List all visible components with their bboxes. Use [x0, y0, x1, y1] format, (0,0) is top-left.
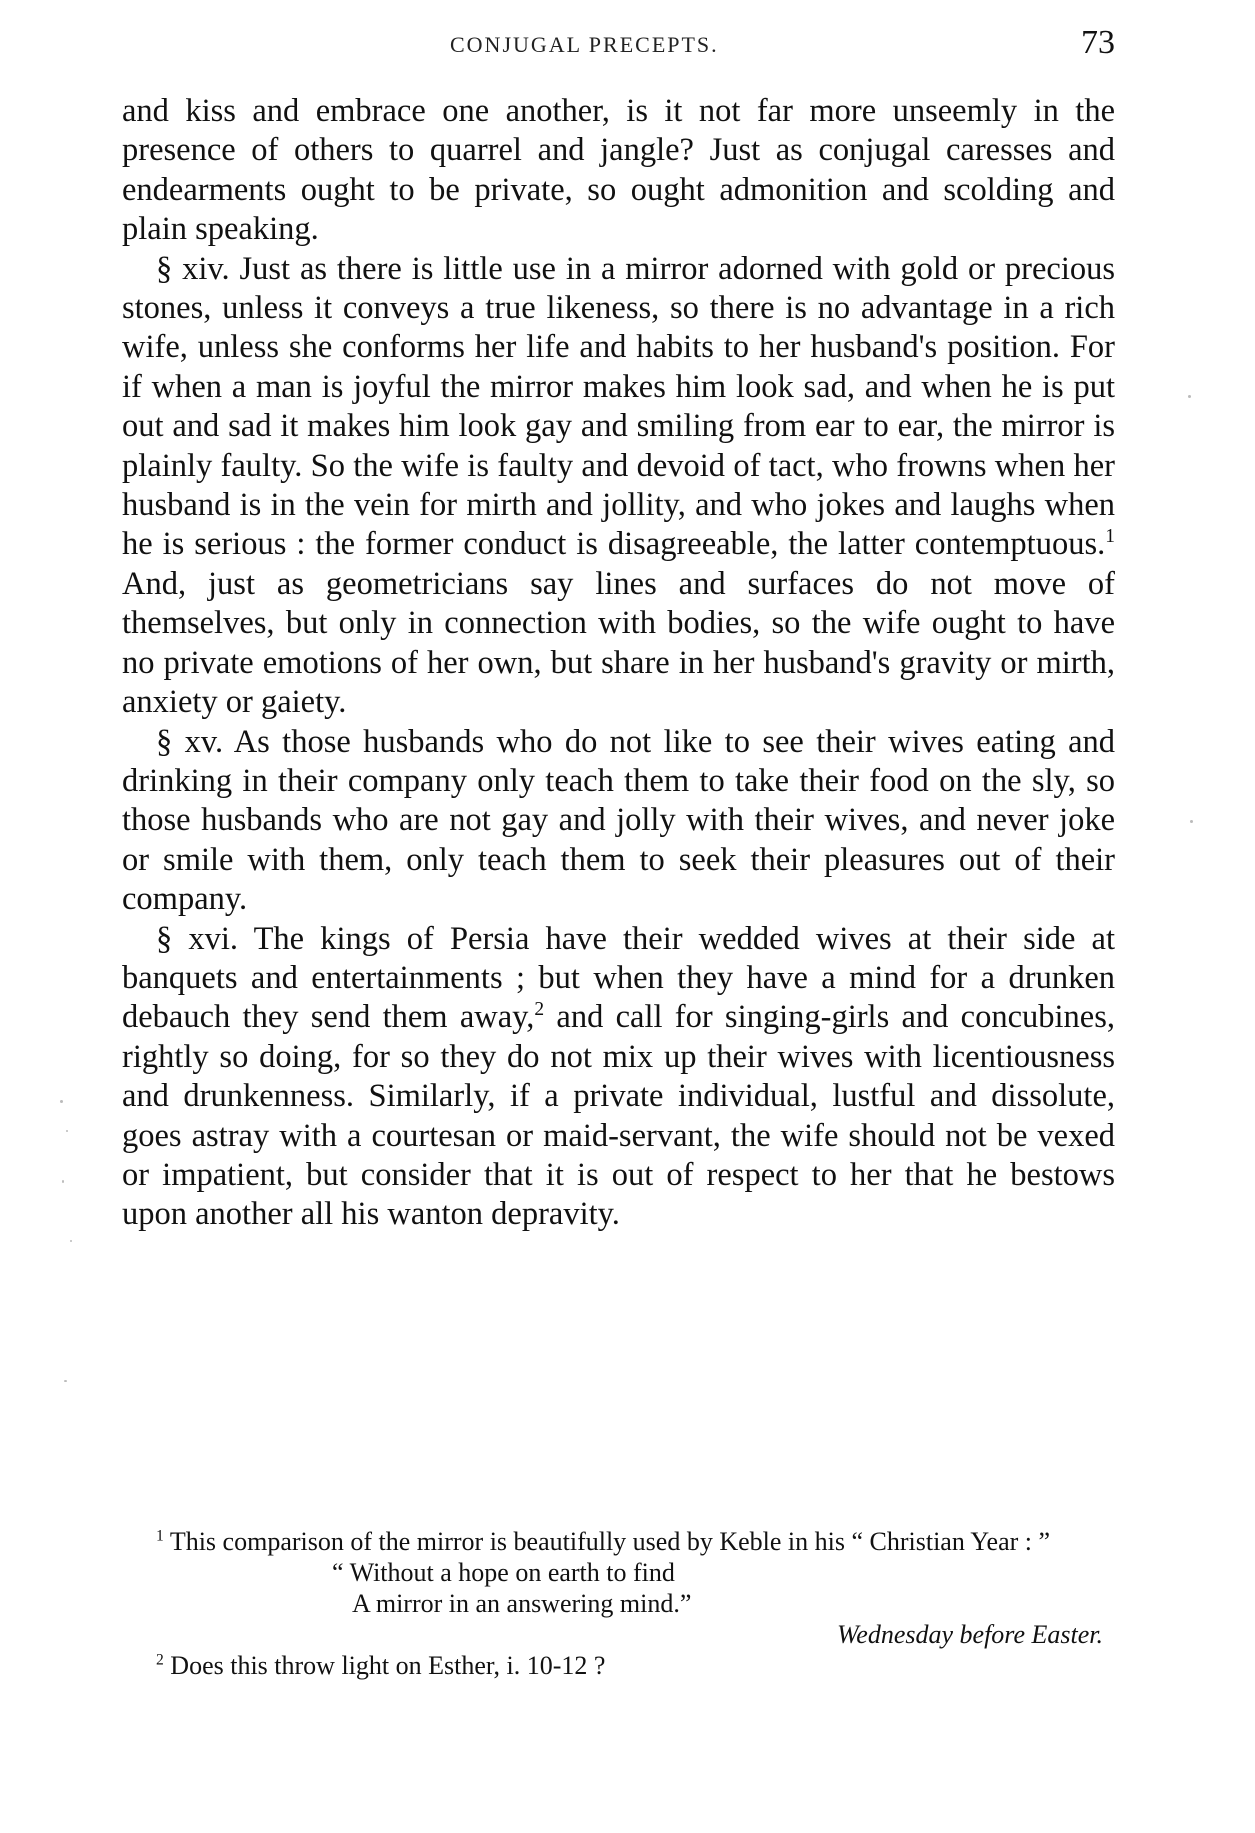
paragraph-text: § xvi. The kings of Persia have their wedded wives at their side at banquets and entertainments ; but when they have a mind for a drunken debauch they send them away,: [122, 920, 1115, 1036]
paragraph-text: And, just as geometricians say lines and surfaces do not move of themselves, but only in connection with bodies, so the wife ought to have no private emotions of her own, but share in her husband's gravity or mirth, anxiety or gaiety.: [122, 565, 1115, 721]
quote-line: A mirror in an answering mind.”: [352, 1589, 692, 1618]
footnote-marker-2: 2: [156, 1651, 164, 1669]
paper-speck: [1188, 395, 1191, 398]
page-header: [122, 26, 1115, 66]
paper-speck: [64, 1380, 67, 1382]
page-number: 73: [1081, 24, 1115, 61]
paragraph-text: and call for singing-girls and concubines, rightly so doing, for so they do not mix up their wives with licentiousness and drunkenness. Similarly, if a private individual, lustful and dissolute, goes astray with a courtesan or maid-servant, the wife should not be vexed or impatient, but consider that it is out of respect to her that he bestows upon another all his wanton depravity.: [122, 999, 1115, 1233]
footnote-text: This comparison of the mirror is beautifully used by Keble in his “ Christian Year : ”: [163, 1527, 1051, 1556]
running-head: CONJUGAL PRECEPTS.: [450, 32, 719, 57]
footnote-1: [122, 1526, 1115, 1557]
footnote-ref-1: 1: [1105, 526, 1115, 548]
footnote-2: [122, 1650, 1115, 1681]
footnote-ref-2: 2: [534, 999, 545, 1021]
footnotes: [122, 1526, 1115, 1681]
paragraph-continuation: and kiss and embrace one another, is it not far more unseemly in the presence of others to quarrel and jangle? Just as conjugal caresses and endearments ought to be private, so ought admonition and scolding and plain speaking.: [122, 93, 1115, 248]
paper-speck: [60, 1100, 63, 1103]
main-text: [122, 92, 1115, 1235]
paper-speck: [70, 1240, 72, 1242]
footnote-marker-1: 1: [156, 1527, 164, 1545]
quote-source: Wednesday before Easter.: [837, 1620, 1103, 1649]
paragraph-section-xv: § xv. As those husbands who do not like to see their wives eating and drinking in their company only teach them to take their food on the sly, so those husbands who are not gay and jolly with their wives, and never joke or smile with them, only teach them to seek their pleasures out of their company.: [122, 723, 1115, 918]
paragraph-section-xvi: [122, 920, 1115, 1235]
footnote-text: Does this throw light on Esther, i. 10-12 ?: [163, 1651, 606, 1680]
paper-speck: [62, 1180, 64, 1183]
quote-line: “ Without a hope on earth to find: [332, 1558, 675, 1587]
paragraph-section-xiv: [122, 250, 1115, 723]
paragraph-text: § xiv. Just as there is little use in a mirror adorned with gold or precious stones, unless it conveys a true likeness, so there is no advantage in a rich wife, unless she conforms her life and habits to her husband's position. For if when a man is joyful the mirror makes him look sad, and when he is put out and sad it makes him look gay and smiling from ear to ear, the mirror is plainly faulty. So the wife is faulty and devoid of tact, who frowns when her husband is in the vein for mirth and jollity, and who jokes and laughs when he is serious : the former conduct is disagreeable, the latter contemptuous.: [122, 250, 1115, 563]
paper-speck: [1190, 820, 1193, 823]
paper-speck: [66, 1130, 68, 1132]
